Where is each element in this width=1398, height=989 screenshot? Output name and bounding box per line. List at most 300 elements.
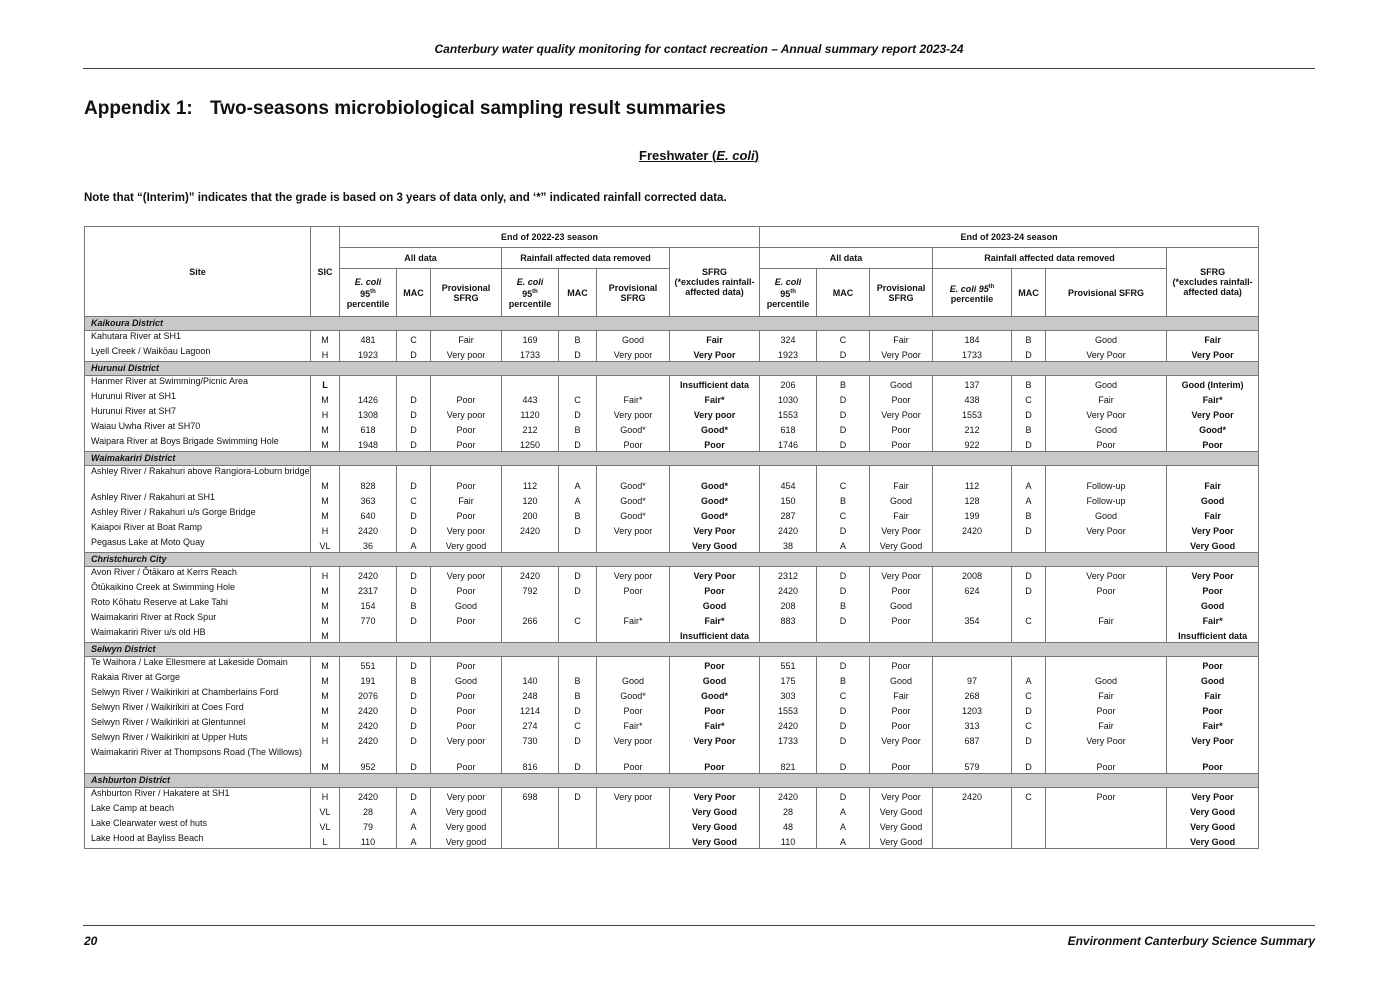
- table-cell: 268: [933, 687, 1012, 702]
- table-cell: Good: [1046, 672, 1167, 687]
- table-cell: Fair: [870, 466, 933, 493]
- table-cell: Poor: [670, 436, 760, 452]
- table-cell: B: [1012, 507, 1046, 522]
- prov-sfrg-col: Provisional SFRG: [870, 269, 933, 317]
- sic-value: M: [311, 436, 340, 452]
- running-header: Canterbury water quality monitoring for contact recreation – Annual summary report 2023-24: [434, 42, 964, 56]
- table-cell: 618: [340, 421, 397, 436]
- table-cell: 443: [502, 391, 559, 406]
- sic-value: M: [311, 657, 340, 673]
- district-row: [85, 452, 1259, 466]
- table-row: [85, 833, 1259, 849]
- table-cell: Very Good: [670, 818, 760, 833]
- table-row: [85, 717, 1259, 732]
- table-cell: B: [817, 672, 870, 687]
- mac-col: MAC: [397, 269, 431, 317]
- table-cell: B: [397, 597, 431, 612]
- table-cell: Poor: [870, 657, 933, 673]
- table-row: [85, 687, 1259, 702]
- table-cell: Good*: [597, 687, 670, 702]
- table-cell: [597, 657, 670, 673]
- table-cell: [1012, 657, 1046, 673]
- table-cell: Poor: [1167, 657, 1259, 673]
- table-cell: Good*: [597, 466, 670, 493]
- table-cell: Poor: [1046, 788, 1167, 804]
- table-cell: [397, 376, 431, 392]
- table-cell: 2420: [760, 788, 817, 804]
- table-cell: Very Poor: [1167, 346, 1259, 362]
- table-cell: B: [1012, 331, 1046, 347]
- table-cell: Good*: [597, 421, 670, 436]
- table-cell: A: [817, 833, 870, 849]
- site-name: Ōtūkaikino Creek at Swimming Hole: [85, 582, 311, 597]
- table-cell: Very Good: [1167, 803, 1259, 818]
- table-cell: C: [397, 331, 431, 347]
- table-cell: D: [397, 732, 431, 747]
- header-divider: [83, 68, 1315, 69]
- table-cell: A: [397, 537, 431, 553]
- table-cell: 687: [933, 732, 1012, 747]
- table-row: [85, 582, 1259, 597]
- table-cell: 97: [933, 672, 1012, 687]
- table-cell: Fair: [1046, 391, 1167, 406]
- table-cell: 313: [933, 717, 1012, 732]
- season-2023-24: End of 2023-24 season: [760, 227, 1259, 248]
- table-cell: 1923: [340, 346, 397, 362]
- table-cell: [431, 376, 502, 392]
- table-cell: 137: [933, 376, 1012, 392]
- table-cell: D: [397, 612, 431, 627]
- table-cell: D: [1012, 406, 1046, 421]
- table-cell: A: [397, 833, 431, 849]
- appendix-heading: [84, 98, 726, 120]
- site-name: Waimakariri River at Thompsons Road (The Willows): [85, 747, 311, 774]
- ecoli-col: E. coli 95th percentile: [760, 269, 817, 317]
- table-cell: Poor: [870, 391, 933, 406]
- table-cell: 1203: [933, 702, 1012, 717]
- table-cell: Poor: [1046, 582, 1167, 597]
- table-cell: [502, 376, 559, 392]
- site-name: Ashley River / Rakahuri at SH1: [85, 492, 311, 507]
- table-cell: Poor: [431, 421, 502, 436]
- table-cell: [1012, 803, 1046, 818]
- table-cell: B: [559, 421, 597, 436]
- table-cell: [559, 627, 597, 643]
- table-cell: [502, 657, 559, 673]
- sic-value: H: [311, 346, 340, 362]
- season-2022-23: End of 2022-23 season: [340, 227, 760, 248]
- table-cell: Very Poor: [870, 522, 933, 537]
- district-row: [85, 362, 1259, 376]
- table-cell: C: [1012, 687, 1046, 702]
- table-cell: D: [559, 346, 597, 362]
- table-cell: Poor: [870, 582, 933, 597]
- sic-value: VL: [311, 537, 340, 553]
- table-cell: Fair: [670, 331, 760, 347]
- table-cell: Follow-up: [1046, 492, 1167, 507]
- table-cell: Very poor: [670, 406, 760, 421]
- table-cell: Fair*: [597, 391, 670, 406]
- table-cell: Poor: [431, 657, 502, 673]
- table-cell: [502, 833, 559, 849]
- table-cell: Very Poor: [670, 732, 760, 747]
- prov-sfrg-col: Provisional SFRG: [1046, 269, 1167, 317]
- table-cell: [559, 657, 597, 673]
- table-cell: 883: [760, 612, 817, 627]
- table-cell: [559, 537, 597, 553]
- table-cell: A: [1012, 672, 1046, 687]
- table-cell: Good: [670, 672, 760, 687]
- table-cell: Good: [1167, 492, 1259, 507]
- table-cell: Poor: [431, 436, 502, 452]
- table-cell: 266: [502, 612, 559, 627]
- table-cell: D: [397, 522, 431, 537]
- district-row: [85, 774, 1259, 788]
- table-cell: Very Good: [1167, 818, 1259, 833]
- table-cell: D: [397, 421, 431, 436]
- footer-divider: [83, 925, 1315, 926]
- table-cell: 128: [933, 492, 1012, 507]
- rainfall-removed-2: Rainfall affected data removed: [933, 248, 1167, 269]
- table-cell: [1012, 537, 1046, 553]
- table-cell: 2420: [340, 702, 397, 717]
- table-row: [85, 702, 1259, 717]
- table-cell: 303: [760, 687, 817, 702]
- table-cell: Very Poor: [670, 788, 760, 804]
- table-cell: B: [559, 672, 597, 687]
- table-cell: A: [559, 466, 597, 493]
- table-row: [85, 376, 1259, 392]
- table-cell: 1308: [340, 406, 397, 421]
- table-cell: [933, 627, 1012, 643]
- table-cell: [933, 833, 1012, 849]
- sic-value: M: [311, 582, 340, 597]
- appendix-number: Appendix 1:: [84, 98, 193, 119]
- table-cell: Poor: [431, 717, 502, 732]
- table-cell: 1746: [760, 436, 817, 452]
- table-row: [85, 788, 1259, 804]
- site-name: Roto Kōhatu Reserve at Lake Tahi: [85, 597, 311, 612]
- table-cell: [1012, 833, 1046, 849]
- table-cell: Good: [1046, 376, 1167, 392]
- table-cell: Poor: [597, 702, 670, 717]
- table-cell: Very Poor: [870, 732, 933, 747]
- table-cell: [502, 537, 559, 553]
- table-cell: Good: [870, 597, 933, 612]
- table-cell: B: [559, 687, 597, 702]
- table-row: [85, 522, 1259, 537]
- table-cell: 2420: [760, 582, 817, 597]
- table-cell: Very Good: [870, 537, 933, 553]
- table-cell: 354: [933, 612, 1012, 627]
- site-name: Te Waihora / Lake Ellesmere at Lakeside Domain: [85, 657, 311, 673]
- table-cell: Fair: [431, 492, 502, 507]
- table-cell: Poor: [431, 582, 502, 597]
- sic-value: L: [311, 376, 340, 392]
- page-number: 20: [84, 934, 98, 948]
- site-name: Avon River / Ōtākaro at Kerrs Reach: [85, 567, 311, 583]
- table-cell: 770: [340, 612, 397, 627]
- district-row: [85, 317, 1259, 331]
- table-cell: 324: [760, 331, 817, 347]
- site-name: Kaiapoi River at Boat Ramp: [85, 522, 311, 537]
- table-cell: Fair*: [670, 391, 760, 406]
- district-name: Christchurch City: [85, 553, 1259, 567]
- district-name: Ashburton District: [85, 774, 1259, 788]
- table-cell: 1948: [340, 436, 397, 452]
- table-cell: B: [559, 507, 597, 522]
- prov-sfrg-col: Provisional SFRG: [597, 269, 670, 317]
- table-cell: D: [1012, 436, 1046, 452]
- table-cell: 551: [760, 657, 817, 673]
- sic-value: L: [311, 833, 340, 849]
- table-cell: B: [1012, 376, 1046, 392]
- table-cell: Very Poor: [1167, 567, 1259, 583]
- table-cell: 2420: [340, 788, 397, 804]
- table-cell: C: [1012, 612, 1046, 627]
- table-row: [85, 346, 1259, 362]
- table-cell: Good: [597, 331, 670, 347]
- table-cell: 199: [933, 507, 1012, 522]
- table-cell: Poor: [431, 507, 502, 522]
- table-cell: [1012, 818, 1046, 833]
- table-cell: Good*: [670, 687, 760, 702]
- table-cell: [933, 803, 1012, 818]
- table-cell: Very Good: [670, 833, 760, 849]
- site-name: Waimakariri River u/s old HB: [85, 627, 311, 643]
- table-cell: Very good: [431, 537, 502, 553]
- table-cell: 698: [502, 788, 559, 804]
- table-cell: [597, 597, 670, 612]
- table-cell: [340, 627, 397, 643]
- table-cell: 212: [502, 421, 559, 436]
- table-cell: 2312: [760, 567, 817, 583]
- table-cell: Good*: [670, 507, 760, 522]
- table-cell: Very Good: [870, 803, 933, 818]
- table-cell: 2420: [760, 522, 817, 537]
- table-cell: A: [397, 818, 431, 833]
- appendix-title: Two-seasons microbiological sampling result summaries: [210, 98, 726, 119]
- table-cell: D: [559, 788, 597, 804]
- table-cell: Fair: [1046, 687, 1167, 702]
- table-cell: [559, 376, 597, 392]
- table-cell: 154: [340, 597, 397, 612]
- table-cell: 640: [340, 507, 397, 522]
- table-cell: Fair*: [670, 717, 760, 732]
- table-row: [85, 657, 1259, 673]
- table-cell: B: [1012, 421, 1046, 436]
- table-cell: Poor: [1046, 747, 1167, 774]
- table-cell: A: [559, 492, 597, 507]
- sic-value: M: [311, 702, 340, 717]
- table-cell: Very Poor: [670, 522, 760, 537]
- table-cell: 821: [760, 747, 817, 774]
- site-name: Ashley River / Rakahuri above Rangiora-Loburn bridge: [85, 466, 311, 493]
- table-cell: D: [397, 567, 431, 583]
- table-cell: Very Poor: [870, 567, 933, 583]
- table-cell: 191: [340, 672, 397, 687]
- site-name: Selwyn River / Waikirikiri at Chamberlains Ford: [85, 687, 311, 702]
- table-cell: Fair*: [597, 612, 670, 627]
- table-cell: Fair: [1167, 507, 1259, 522]
- section-subtitle: [0, 148, 1398, 163]
- sic-value: M: [311, 492, 340, 507]
- results-table: [84, 226, 1259, 849]
- table-cell: Good: [597, 672, 670, 687]
- table-cell: Very poor: [431, 346, 502, 362]
- table-row: [85, 466, 1259, 493]
- table-cell: [597, 627, 670, 643]
- table-cell: C: [817, 687, 870, 702]
- table-cell: B: [559, 331, 597, 347]
- table-cell: [431, 627, 502, 643]
- table-cell: [559, 818, 597, 833]
- table-row: [85, 567, 1259, 583]
- table-cell: 150: [760, 492, 817, 507]
- table-cell: [933, 818, 1012, 833]
- table-cell: D: [559, 747, 597, 774]
- table-cell: Very Good: [1167, 833, 1259, 849]
- table-cell: Fair: [870, 507, 933, 522]
- table-cell: D: [817, 346, 870, 362]
- table-cell: B: [817, 376, 870, 392]
- table-cell: D: [559, 732, 597, 747]
- table-cell: D: [817, 421, 870, 436]
- table-cell: Fair*: [670, 612, 760, 627]
- table-cell: D: [559, 582, 597, 597]
- site-name: Hanmer River at Swimming/Picnic Area: [85, 376, 311, 392]
- table-cell: Very Poor: [1046, 522, 1167, 537]
- table-cell: 112: [933, 466, 1012, 493]
- table-cell: 1030: [760, 391, 817, 406]
- table-cell: Poor: [870, 747, 933, 774]
- table-cell: C: [1012, 391, 1046, 406]
- table-cell: 140: [502, 672, 559, 687]
- table-cell: Poor: [1167, 582, 1259, 597]
- table-cell: D: [397, 346, 431, 362]
- table-cell: 169: [502, 331, 559, 347]
- table-cell: 1426: [340, 391, 397, 406]
- table-cell: Good: [870, 376, 933, 392]
- mac-col: MAC: [817, 269, 870, 317]
- site-name: Hurunui River at SH7: [85, 406, 311, 421]
- table-cell: 816: [502, 747, 559, 774]
- table-cell: Very Poor: [1167, 788, 1259, 804]
- table-cell: Good: [670, 597, 760, 612]
- sic-value: H: [311, 732, 340, 747]
- table-cell: Poor: [431, 466, 502, 493]
- table-row: [85, 331, 1259, 347]
- table-cell: Very Poor: [670, 567, 760, 583]
- table-cell: C: [559, 717, 597, 732]
- table-cell: B: [817, 492, 870, 507]
- table-cell: Very poor: [597, 567, 670, 583]
- subtitle-italic: E. coli: [716, 148, 755, 163]
- table-cell: Fair*: [1167, 717, 1259, 732]
- table-row: [85, 612, 1259, 627]
- table-cell: D: [817, 657, 870, 673]
- table-cell: C: [817, 466, 870, 493]
- sic-value: M: [311, 687, 340, 702]
- sic-value: H: [311, 567, 340, 583]
- table-cell: D: [397, 582, 431, 597]
- table-cell: Good: [1046, 421, 1167, 436]
- table-cell: 1923: [760, 346, 817, 362]
- table-cell: 1120: [502, 406, 559, 421]
- table-cell: Good: [870, 492, 933, 507]
- table-cell: Poor: [1167, 702, 1259, 717]
- table-cell: D: [397, 717, 431, 732]
- table-cell: Very Poor: [1046, 346, 1167, 362]
- table-row: [85, 421, 1259, 436]
- table-cell: [559, 597, 597, 612]
- sic-value: VL: [311, 818, 340, 833]
- table-cell: [817, 627, 870, 643]
- table-cell: [340, 376, 397, 392]
- table-cell: 274: [502, 717, 559, 732]
- table-cell: Good*: [1167, 421, 1259, 436]
- table-cell: Good: [431, 672, 502, 687]
- table-cell: [1046, 657, 1167, 673]
- table-cell: Fair: [1046, 717, 1167, 732]
- table-cell: D: [817, 391, 870, 406]
- site-name: Selwyn River / Waikirikiri at Coes Ford: [85, 702, 311, 717]
- table-cell: Very poor: [431, 406, 502, 421]
- sic-value: M: [311, 507, 340, 522]
- mac-col: MAC: [559, 269, 597, 317]
- table-row: [85, 507, 1259, 522]
- sic-value: H: [311, 788, 340, 804]
- site-name: Selwyn River / Waikirikiri at Glentunnel: [85, 717, 311, 732]
- table-cell: 38: [760, 537, 817, 553]
- table-cell: [502, 803, 559, 818]
- district-name: Kaikoura District: [85, 317, 1259, 331]
- table-cell: [397, 627, 431, 643]
- site-name: Lake Clearwater west of huts: [85, 818, 311, 833]
- table-cell: Poor: [431, 687, 502, 702]
- sic-value: M: [311, 612, 340, 627]
- table-cell: 2420: [340, 732, 397, 747]
- table-cell: Very Poor: [1046, 567, 1167, 583]
- table-cell: Poor: [870, 702, 933, 717]
- table-cell: C: [1012, 788, 1046, 804]
- sfrg-2: SFRG (*excludes rainfall-affected data): [1167, 248, 1259, 317]
- table-cell: Good*: [597, 507, 670, 522]
- table-cell: 2317: [340, 582, 397, 597]
- table-cell: 1553: [760, 702, 817, 717]
- table-cell: Poor: [870, 612, 933, 627]
- table-cell: 184: [933, 331, 1012, 347]
- sic-value: M: [311, 672, 340, 687]
- table-cell: D: [397, 507, 431, 522]
- table-cell: 2420: [933, 522, 1012, 537]
- table-cell: 1214: [502, 702, 559, 717]
- table-cell: 481: [340, 331, 397, 347]
- table-cell: D: [817, 406, 870, 421]
- table-row: [85, 597, 1259, 612]
- table-cell: [597, 818, 670, 833]
- table-cell: Poor: [597, 582, 670, 597]
- table-cell: D: [1012, 567, 1046, 583]
- sic-value: M: [311, 717, 340, 732]
- table-cell: D: [1012, 346, 1046, 362]
- table-cell: Very poor: [431, 788, 502, 804]
- table-row: [85, 391, 1259, 406]
- table-cell: [933, 657, 1012, 673]
- table-cell: Insufficient data: [670, 376, 760, 392]
- table-cell: Poor: [431, 702, 502, 717]
- table-cell: A: [817, 803, 870, 818]
